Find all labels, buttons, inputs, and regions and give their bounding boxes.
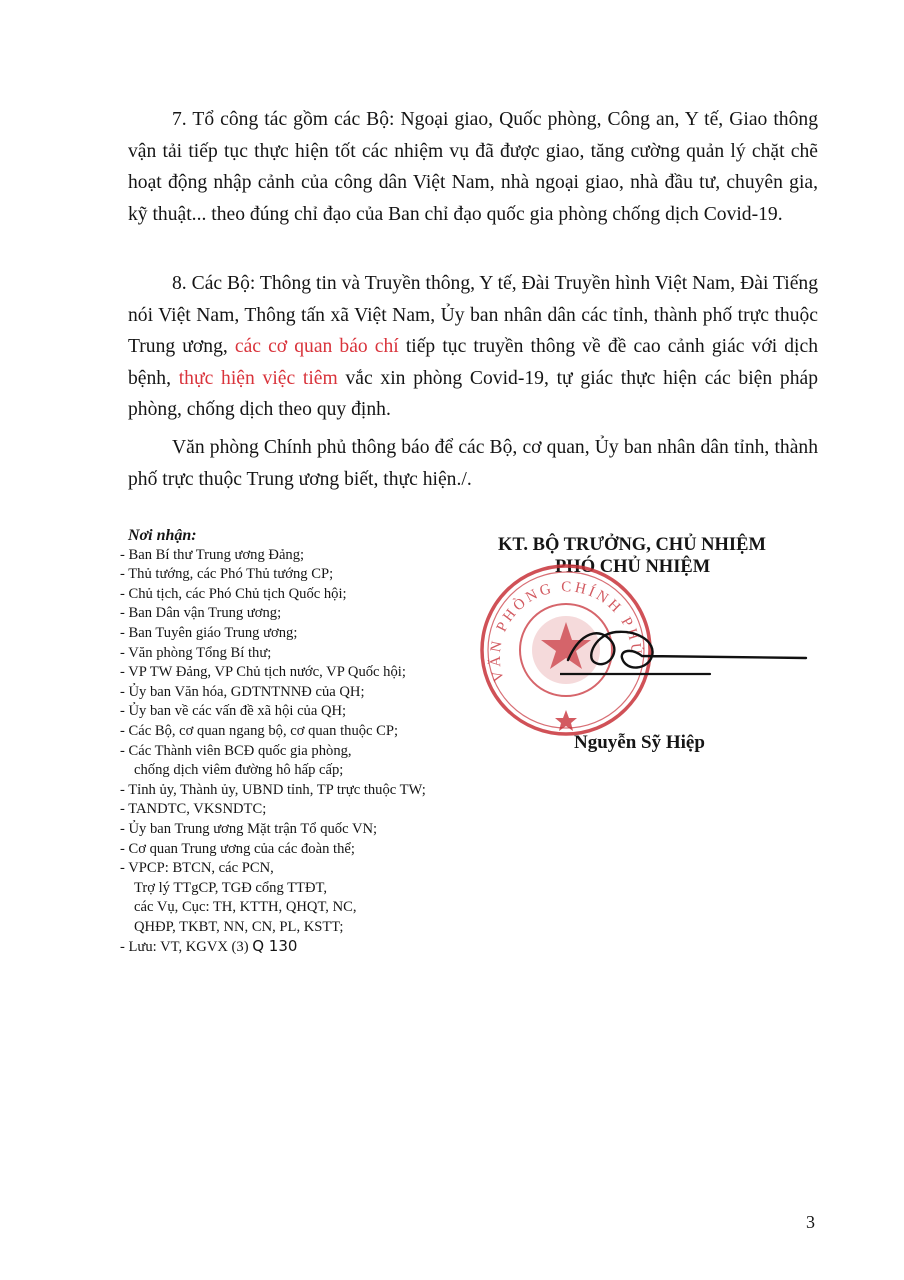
recipient-list-title: Nơi nhận: xyxy=(128,527,197,544)
recipient-item: - Tỉnh ủy, Thành ủy, UBND tỉnh, TP trực thuộc TW; xyxy=(120,781,426,798)
recipient-item: - Ban Tuyên giáo Trung ương; xyxy=(120,624,298,641)
recipient-item: - VP TW Đảng, VP Chủ tịch nước, VP Quốc hội; xyxy=(120,664,406,681)
paragraph-8 xyxy=(128,268,818,426)
page-number: 3 xyxy=(806,1212,815,1232)
signature-subtitle: PHÓ CHỦ NHIỆM xyxy=(555,557,711,577)
paragraph-7-text: 7. Tổ công tác gồm các Bộ: Ngoại giao, Quốc phòng, Công an, Y tế, Giao thông vận tải tiếp tục thực hiện tốt các nhiệm vụ đã được giao, tăng cường quản lý chặt chẽ hoạt động nhập cảnh của công dân Việt Nam, nhà ngoại giao, nhà đầu tư, chuyên gia, kỹ thuật... theo đúng chỉ đạo của Ban chỉ đạo quốc gia phòng chống dịch Covid-19. xyxy=(128,109,818,225)
recipient-item: - Thủ tướng, các Phó Thủ tướng CP; xyxy=(120,566,334,583)
archive-label: - Lưu: VT, KGVX (3) xyxy=(120,939,249,956)
recipient-item: chống dịch viêm đường hô hấp cấp; xyxy=(134,762,344,779)
seal-text: VĂN PHÒNG CHÍNH PHỦ xyxy=(487,579,645,684)
paragraph-8-text-c: vắc xin phòng Covid-19, tự giác thực hiện các biện pháp phòng, chống dịch theo quy định. xyxy=(128,367,818,420)
signature-title: KT. BỘ TRƯỞNG, CHỦ NHIỆM xyxy=(498,535,766,555)
signer-name: Nguyễn Sỹ Hiệp xyxy=(574,732,705,753)
recipient-item: - Ủy ban Văn hóa, GDTNTNNĐ của QH; xyxy=(120,683,365,700)
paragraph-8-highlight-2: thực hiện việc tiêm xyxy=(178,367,338,389)
paragraph-closing xyxy=(128,432,818,495)
recipient-item: - Ban Bí thư Trung ương Đảng; xyxy=(120,546,305,563)
recipient-item: Trợ lý TTgCP, TGĐ cổng TTĐT, xyxy=(134,879,327,896)
recipient-item: - Văn phòng Tổng Bí thư; xyxy=(120,644,272,661)
recipient-item: QHĐP, TKBT, NN, CN, PL, KSTT; xyxy=(134,918,344,935)
paragraph-7 xyxy=(128,104,818,230)
recipient-item: - Chủ tịch, các Phó Chủ tịch Quốc hội; xyxy=(120,585,347,602)
recipient-item: - Ủy ban về các vấn đề xã hội của QH; xyxy=(120,703,347,720)
paragraph-8-highlight-1: các cơ quan báo chí xyxy=(234,336,399,357)
recipient-item: - TANDTC, VKSNDTC; xyxy=(120,801,267,818)
paragraph-8-text-b: tiếp tục truyền thông về đề cao cảnh giác với dịch bệnh, xyxy=(128,336,818,389)
recipient-item: các Vụ, Cục: TH, KTTH, QHQT, NC, xyxy=(134,899,357,916)
paragraph-closing-text: Văn phòng Chính phủ thông báo để các Bộ, cơ quan, Ủy ban nhân dân tỉnh, thành phố trực thuộc Trung ương biết, thực hiện./. xyxy=(128,437,818,490)
recipient-item: - Cơ quan Trung ương của các đoàn thể; xyxy=(120,840,355,857)
recipient-list xyxy=(120,526,500,958)
recipient-item: - Ủy ban Trung ương Mặt trận Tổ quốc VN; xyxy=(120,820,378,837)
recipient-item: - Ban Dân vận Trung ương; xyxy=(120,605,282,622)
handwritten-signature-icon xyxy=(560,612,810,692)
recipient-item: - Các Thành viên BCĐ quốc gia phòng, xyxy=(120,742,352,759)
handwritten-note: Q 130 xyxy=(252,937,298,956)
recipient-item-archive xyxy=(120,937,500,958)
paragraph-8-text-a: 8. Các Bộ: Thông tin và Truyền thông, Y tế, Đài Truyền hình Việt Nam, Đài Tiếng nói Việt Nam, Thông tấn xã Việt Nam, Ủy ban nhân dân các tỉnh, thành phố trực thuộc Trung ương, xyxy=(128,273,818,357)
recipient-item: - VPCP: BTCN, các PCN, xyxy=(120,860,274,877)
recipient-item: - Các Bộ, cơ quan ngang bộ, cơ quan thuộc CP; xyxy=(120,722,399,739)
